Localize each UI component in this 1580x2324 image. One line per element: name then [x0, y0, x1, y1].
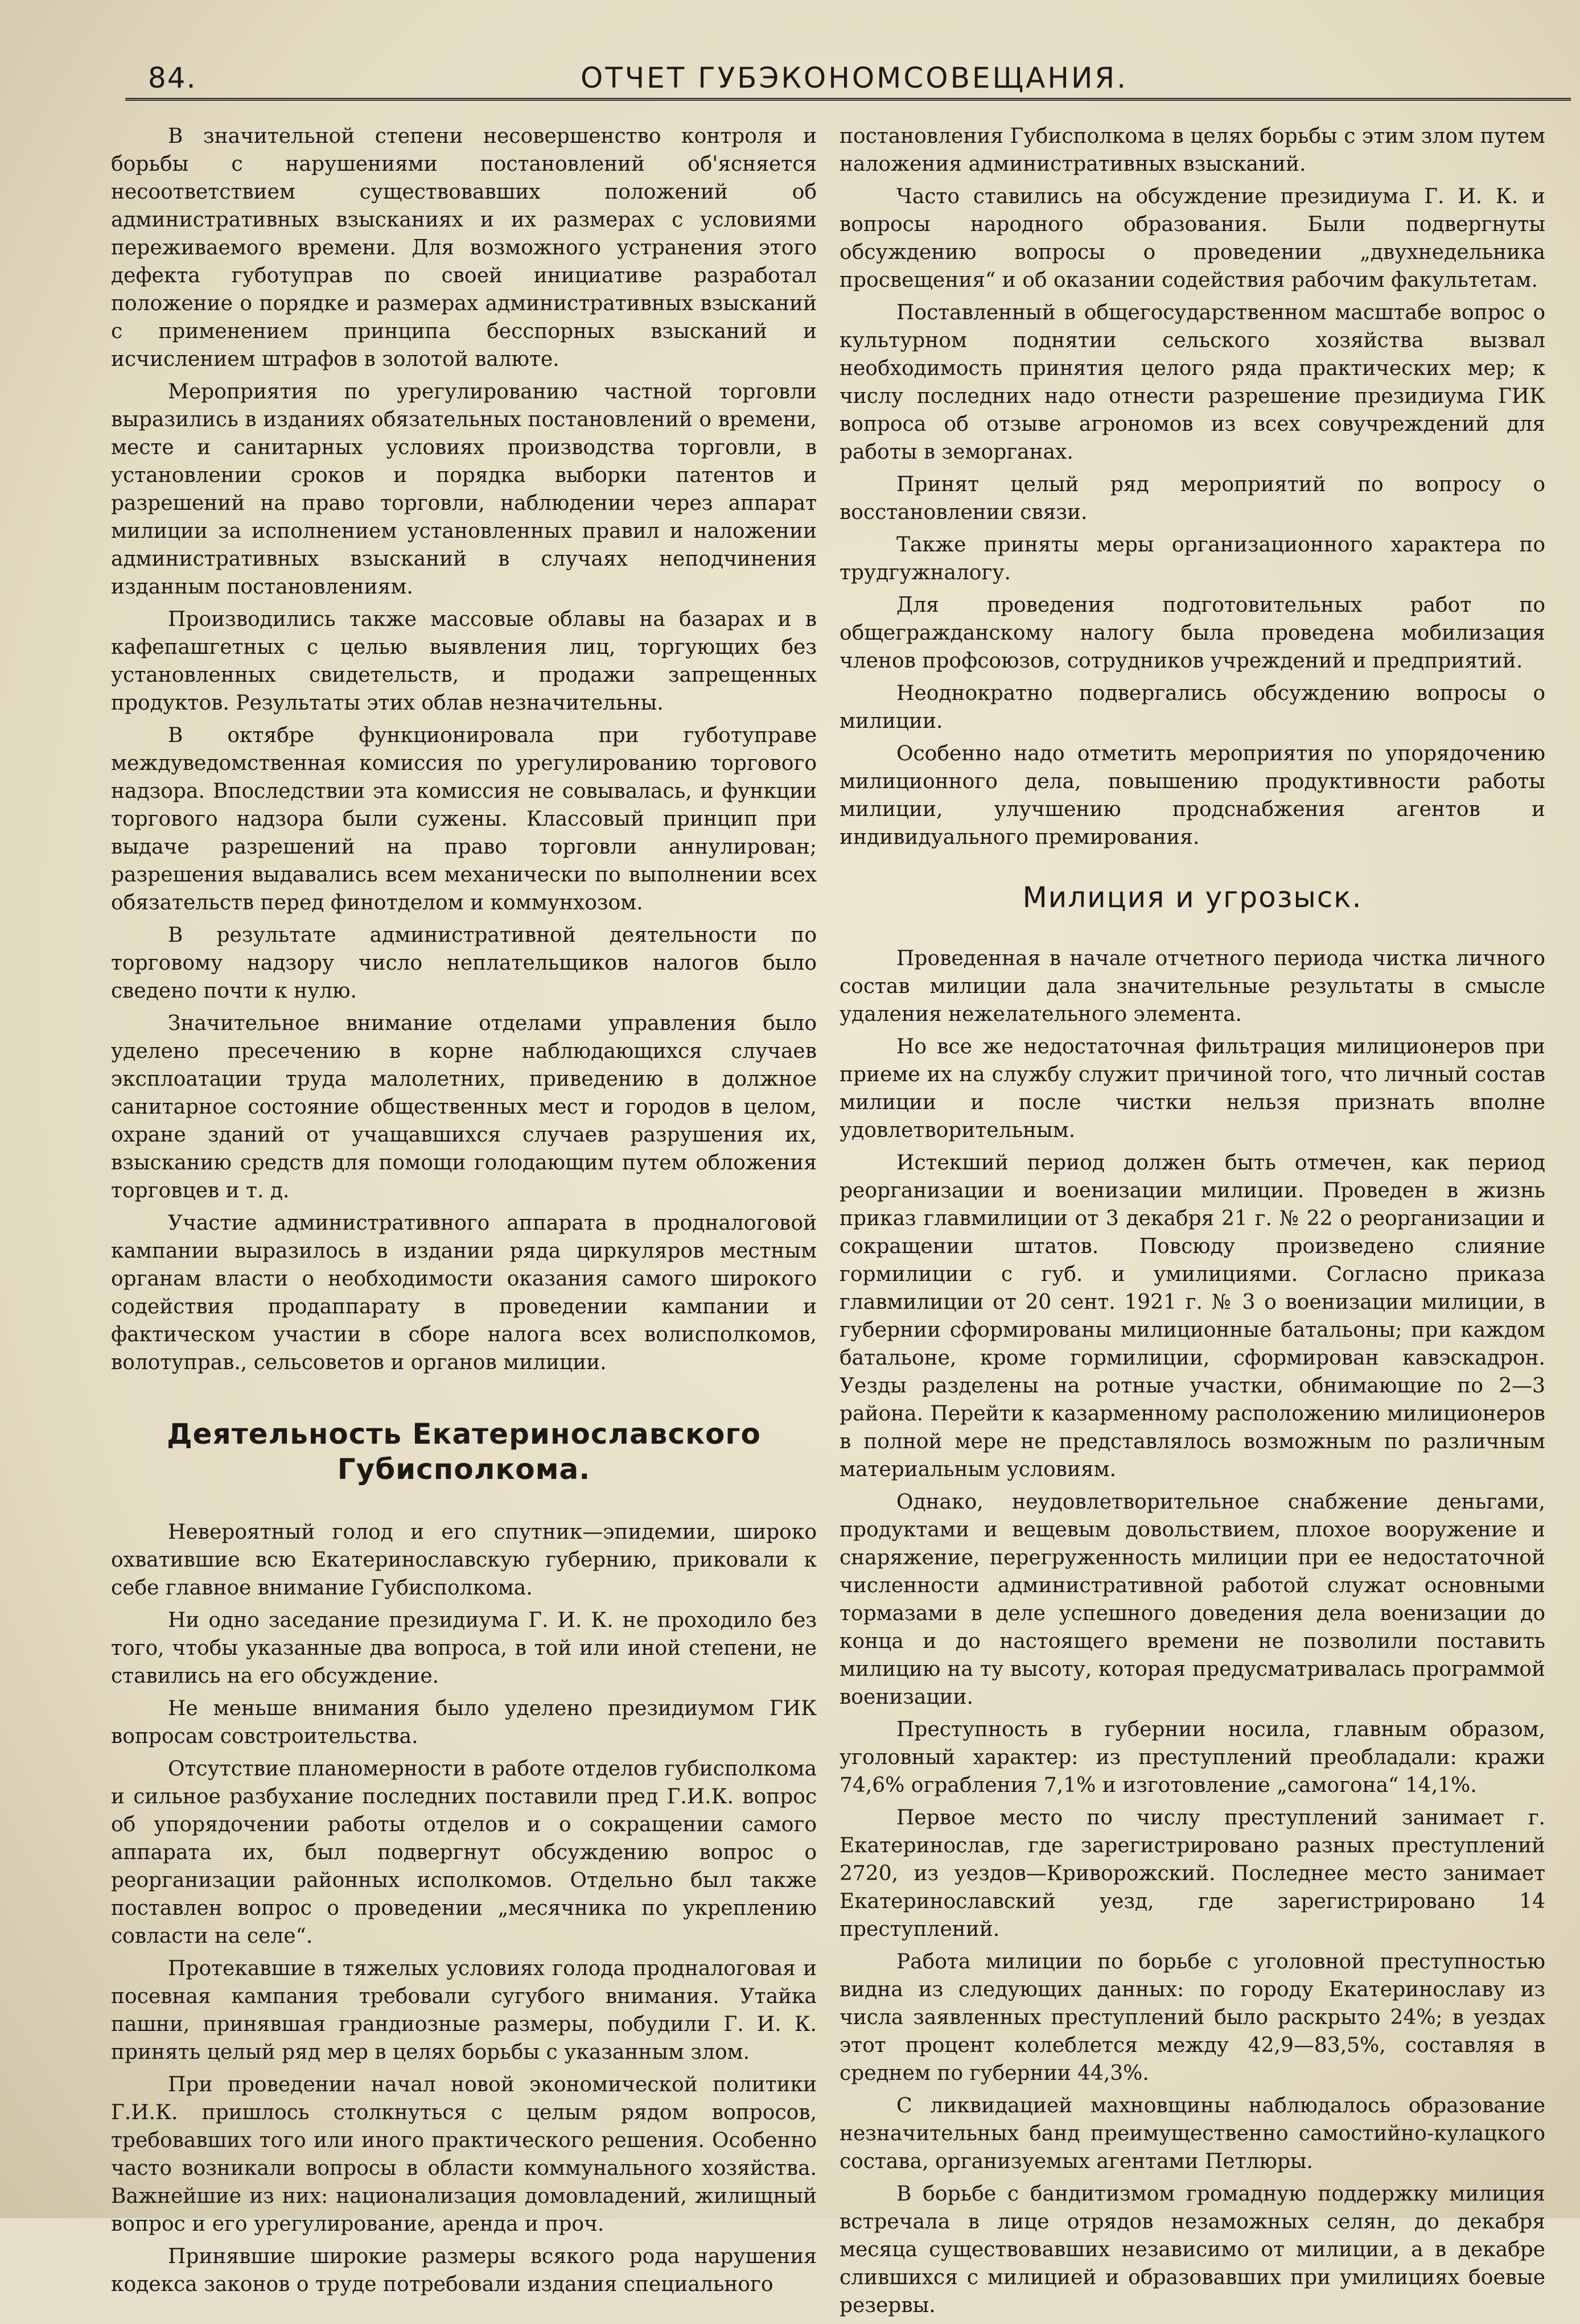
- paragraph: Преступность в губернии носила, главным образом, уголовный характер: из преступлений преобладали: кражи 74,6% ограбления 7,1% и изготовление „самогона“ 14,1%.: [840, 1718, 1545, 1797]
- paragraph: В борьбе с бандитизмом громадную поддержку милиция встречала в лице отрядов незаможных селян, до декабря месяца существовавших независимо от милиции, а в декабре слившихся с милицией и образовавших при умилициях боевые резервы.: [840, 2182, 1545, 2317]
- paragraph: С ликвидацией махновщины наблюдалось образование незначительных банд преимущественно самостийно-кулацкого состава, организуемых агентами Петлюры.: [840, 2094, 1545, 2173]
- paragraph: В значительной степени несовершенство контроля и борьбы с нарушениями постановлений об'ясняется несоответствием существовавших положений об административных взысканиях и их размерах с условиями переживаемого времени. Для возможного устранения этого дефекта губотуправ по своей инициативе разработал положение о порядке и размерах административных взысканий с применением принципа бесспорных взысканий и исчислением штрафов в золотой валюте.: [111, 125, 817, 371]
- paragraph: Протекавшие в тяжелых условиях голода продналоговая и посевная кампания требовали сугубого внимания. Утайка пашни, принявшая грандиозные размеры, побудили Г. И. К. принять целый ряд мер в целях борьбы с указанным злом.: [111, 1957, 817, 2064]
- paragraph: Также приняты меры организационного характера по трудгужналогу.: [840, 533, 1545, 584]
- page-number: 84.: [148, 61, 197, 94]
- header-rule: [125, 98, 1571, 101]
- paragraph: Первое место по числу преступлений занимает г. Екатеринослав, где зарегистрировано разных преступлений 2720, из уездов—Криворожский. Последнее место занимает Екатеринославский уезд, где зарегистрировано 14 преступлений.: [840, 1806, 1545, 1941]
- paragraph: Отсутствие планомерности в работе отделов губисполкома и сильное разбухание последних поставили пред Г.И.К. вопрос об упорядочении работы отделов и о сокращении самого аппарата их, был подвергнут обсуждению вопрос о реорганизации районных исполкомов. Отдельно был также поставлен вопрос о проведении „месячника по укреплению совласти на селе“.: [111, 1757, 817, 1948]
- paragraph: В результате административной деятельности по торговому надзору число неплательщиков налогов было сведено почти к нулю.: [111, 924, 817, 1003]
- paragraph: Не меньше внимания было уделено президиумом ГИК вопросам совстроительства.: [111, 1697, 817, 1748]
- section-heading-militsiya: Милиция и угрозыск.: [1022, 881, 1363, 914]
- paragraph: Участие административного аппарата в продналоговой кампании выразилось в издании ряда циркуляров местным органам власти о необходимости оказания самого широкого содействия продаппарату в проведении кампании и фактическом участии в сборе налога всех волисполкомов, волотуправ., сельсоветов и органов милиции.: [111, 1212, 817, 1374]
- paragraph: Особенно надо отметить мероприятия по упорядочению милиционного дела, повышению продуктивности работы милиции, улучшению продснабжения агентов и индивидуального премирования.: [840, 742, 1545, 849]
- paragraph: Часто ставились на обсуждение президиума Г. И. К. и вопросы народного образования. Были подвергнуты обсуждению вопросы о проведении „двухнедельника просвещения“ и об оказании содействия рабочим факультетам.: [840, 185, 1545, 292]
- paragraph: Неоднократно подвергались обсуждению вопросы о милиции.: [840, 682, 1545, 733]
- paragraph: Но все же недостаточная фильтрация милиционеров при приеме их на службу служит причиной того, что личный состав милиции и после чистки нельзя признать вполне удовлетворительным.: [840, 1035, 1545, 1142]
- paragraph: постановления Губисполкома в целях борьбы с этим злом путем наложения административных взысканий.: [840, 125, 1545, 176]
- paragraph: Работа милиции по борьбе с уголовной преступностью видна из следующих данных: по городу Екатеринославу из числа заявленных преступлений было раскрыто 24%; в уездах этот процент колеблется между 42,9—83,5%, составляя в среднем по губернии 44,3%.: [840, 1950, 1545, 2085]
- right-column: [840, 122, 1545, 2324]
- paragraph: Производились также массовые облавы на базарах и в кафепашгетных с целью выявления лиц, торгующих без установленных свидетельств, и продажи запрещенных продуктов. Результаты этих облав незначительны.: [111, 608, 817, 715]
- paragraph: Значительное внимание отделами управления было уделено пресечению в корне наблюдающихся случаев эксплоатации труда малолетних, приведению в должное санитарное состояние общественных мест и городов в целом, охране зданий от учащавшихся случаев разрушения их, взысканию средств для помощи голодающим путем обложения торговцев и т. д.: [111, 1012, 817, 1202]
- section-heading-gubispolkom: Деятельность Екатеринославского Губисполкома.: [167, 1418, 761, 1486]
- paragraph: Принят целый ряд мероприятий по вопросу о восстановлении связи.: [840, 473, 1545, 524]
- paragraph: Однако, неудовлетворительное снабжение деньгами, продуктами и вещевым довольствием, плохое вооружение и снаряжение, перегруженность милиции при ее недостаточной численности административной работой служат основными тормазами в деле успешного доведения дела военизации до конца и до настоящего времени не позволили поставить милицию на ту высоту, которая предусматривалась программой военизации.: [840, 1490, 1545, 1709]
- paragraph: Поставленный в общегосударственном масштабе вопрос о культурном поднятии сельского хозяйства вызвал необходимость принятия целого ряда практических мер; к числу последних надо отнести разрешение президиума ГИК вопроса об отзыве агрономов из всех совучреждений для работы в земорганах.: [840, 301, 1545, 464]
- left-column: [111, 122, 817, 2303]
- paragraph: Мероприятия по урегулированию частной торговли выразились в изданиях обязательных постановлений о времени, месте и санитарных условиях производства торговли, в установлении сроков и порядка выборки патентов и разрешений на право торговли, наблюдении через аппарат милиции за исполнением установленных правил и наложении административных взысканий в случаях неподчинения изданным постановлениям.: [111, 380, 817, 599]
- page-header: [114, 46, 1571, 108]
- paragraph: Истекший период должен быть отмечен, как период реорганизации и военизации милиции. Проведен в жизнь приказ главмилиции от 3 декабря 21 г. № 22 о реорганизации и сокращении штатов. Повсюду произведено слияние гормилиции с губ. и умилициями. Согласно приказа главмилиции от 20 сент. 1921 г. № 3 о военизации милиции, в губернии сформированы милиционные батальоны; при каждом батальоне, кроме гормилиции, сформирован кавэскадрон. Уезды разделены на ротные участки, обнимающие по 2—3 района. Перейти к казарменному расположению милиционеров в полной мере не представлялось возможным по различным материальным условиям.: [840, 1151, 1545, 1481]
- paragraph: При проведении начал новой экономической политики Г.И.К. пришлось столкнуться с целым рядом вопросов, требовавших того или иного практического решения. Особенно часто возникали вопросы в области коммунального хозяйства. Важнейшие из них: национализация домовладений, жилищный вопрос и его урегулирование, аренда и проч.: [111, 2073, 817, 2236]
- paragraph: Для проведения подготовительных работ по общегражданскому налогу была проведена мобилизация членов профсоюзов, сотрудников учреждений и предприятий.: [840, 594, 1545, 673]
- paragraph: Невероятный голод и его спутник—эпидемии, широко охватившие всю Екатеринославскую губернию, приковали к себе главное внимание Губисполкома.: [111, 1521, 817, 1600]
- paragraph: Принявшие широкие размеры всякого рода нарушения кодекса законов о труде потребовали издания специального: [111, 2245, 817, 2296]
- running-title: ОТЧЕТ ГУБЭКОНОМСОВЕЩАНИЯ.: [581, 61, 1129, 94]
- paragraph: В октябре функционировала при губотуправе междуведомственная комиссия по урегулированию торгового надзора. Впоследствии эта комиссия не совывалась, и функции торгового надзора были сужены. Классовый принцип при выдаче разрешений на право торговли аннулирован; разрешения выдавались всем механически по выполнении всех обязательств перед финотделом и коммунхозом.: [111, 724, 817, 914]
- paragraph: Проведенная в начале отчетного периода чистка личного состав милиции дала значительные результаты в смысле удаления нежелательного элемента.: [840, 947, 1545, 1026]
- paragraph: Ни одно заседание президиума Г. И. К. не проходило без того, чтобы указанные два вопроса, в той или иной степени, не ставились на его обсуждение.: [111, 1609, 817, 1688]
